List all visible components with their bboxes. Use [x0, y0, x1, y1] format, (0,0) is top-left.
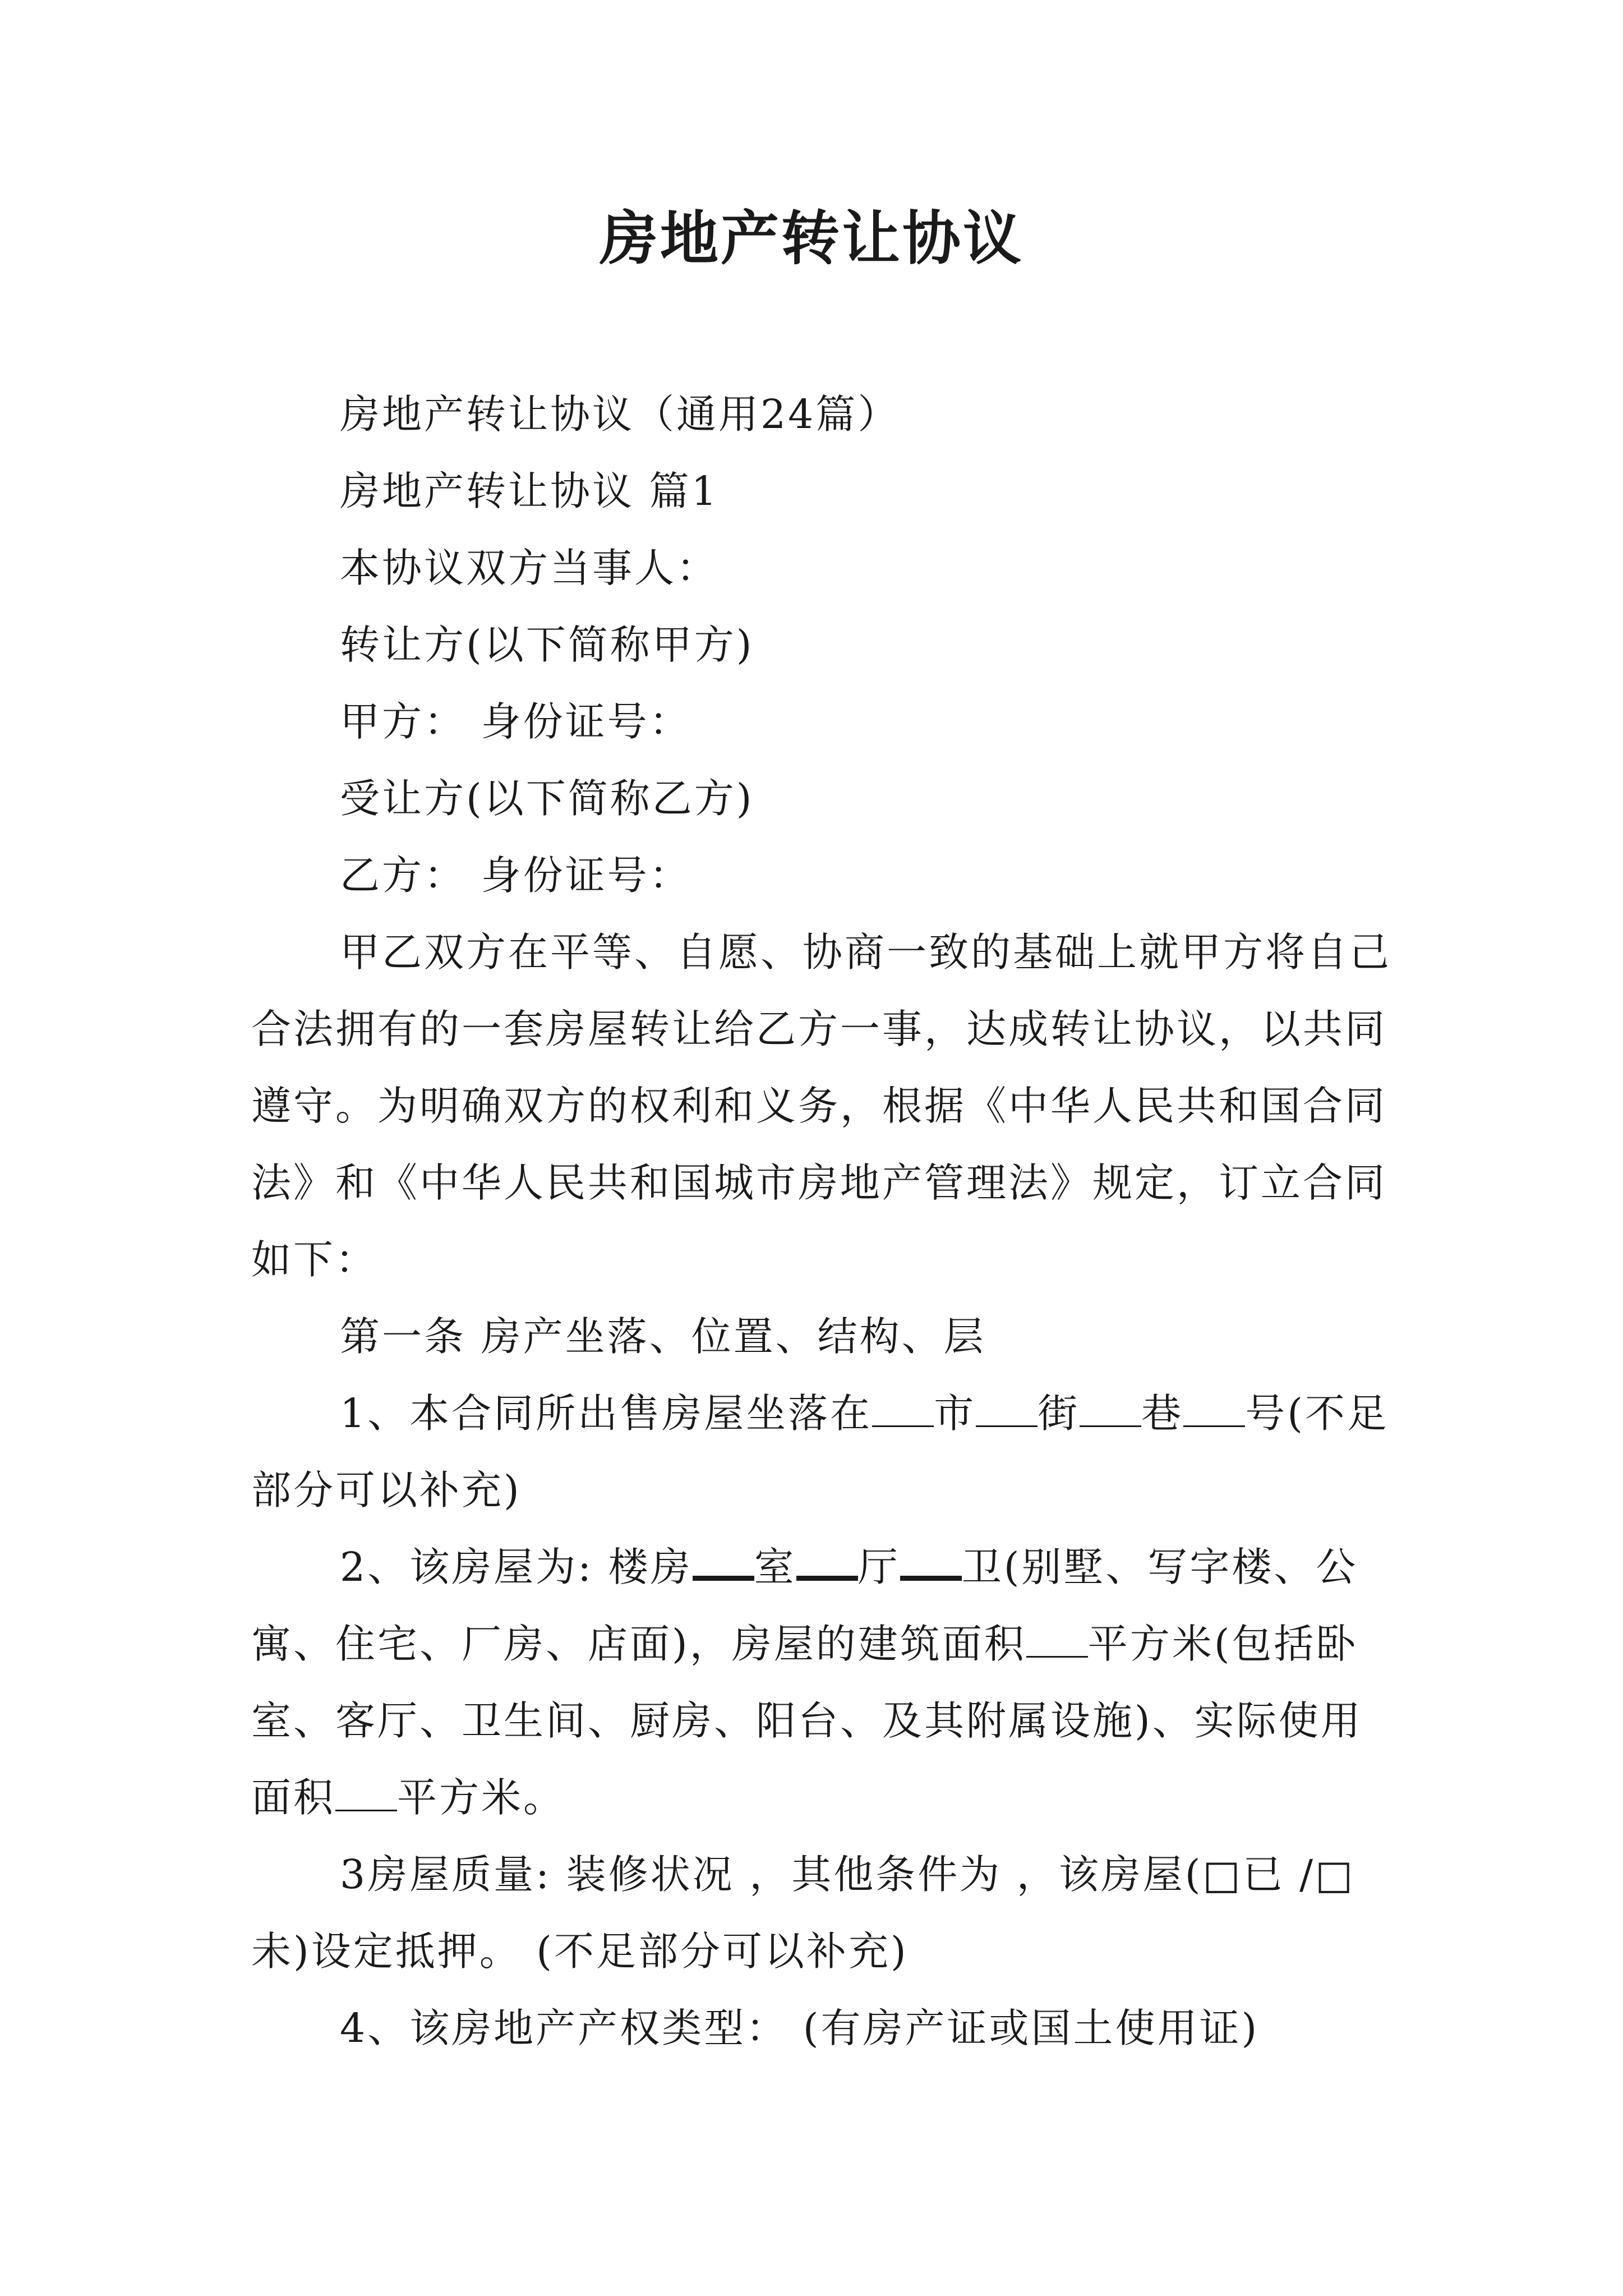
blank-number	[1183, 1392, 1245, 1427]
clause-1-text-d: 巷	[1141, 1390, 1184, 1437]
paragraph-party-a-id: 甲方： 身份证号：	[340, 698, 691, 745]
clause-2-text-c: 厅	[857, 1544, 900, 1590]
document-title: 房地产转让协议	[599, 204, 1023, 273]
paragraph-parties: 本协议双方当事人：	[340, 545, 719, 591]
blank-building-area	[1026, 1622, 1088, 1658]
paragraph-clause-1	[251, 1375, 1393, 1529]
document-body	[251, 376, 1393, 2067]
clause-1-text-b: 市	[934, 1390, 976, 1437]
paragraph-transferee: 受让方(以下简称乙方)	[340, 775, 754, 822]
paragraph-clause-4: 4、该房地产产权类型： (有房产证或国土使用证)	[340, 2005, 1260, 2051]
paragraph-transferor: 转让方(以下简称甲方)	[340, 622, 754, 668]
clause-2-text-d: 卫(别墅、写字楼、公寓、住宅、厂房、店面)，房屋的建筑面积	[251, 1544, 1358, 1667]
clause-2-text-f: 平方米。	[397, 1774, 566, 1821]
clause-2-text-e: 平方米(包括卧室、客厅、卫生间、厨房、阳台、及其附属设施)、实际使用面积	[251, 1621, 1363, 1821]
blank-rooms	[693, 1542, 754, 1581]
paragraph-chapter: 房地产转让协议 篇1	[340, 468, 719, 514]
clause-2-text-b: 室	[754, 1544, 796, 1590]
blank-halls	[796, 1542, 858, 1581]
clause-2-text-a: 2、该房屋为: 楼房	[340, 1544, 693, 1590]
blank-baths	[900, 1542, 962, 1581]
paragraph-article-1: 第一条 房产坐落、位置、结构、层	[340, 1313, 986, 1360]
clause-1-text-a: 1、本合同所出售房屋坐落在	[340, 1390, 873, 1437]
paragraph-subtitle: 房地产转让协议（通用24篇）	[340, 391, 900, 438]
clause-1-text-c: 街	[1038, 1390, 1080, 1437]
paragraph-clause-2	[251, 1529, 1393, 1836]
paragraph-preamble: 甲乙双方在平等、自愿、协商一致的基础上就甲方将自己合法拥有的一套房屋转让给乙方一事，达成转让协议，以共同遵守。为明确双方的权利和义务，根据《中华人民共和国合同法》和《中华人民共和国城市房地产管理法》规定，订立合同如下：	[251, 929, 1392, 1283]
blank-usable-area	[335, 1776, 397, 1811]
blank-city	[872, 1392, 934, 1427]
blank-lane	[1080, 1392, 1141, 1427]
paragraph-clause-3: 3房屋质量: 装修状况 ，其他条件为 ，该房屋(□已 /□未)设定抵押。 (不足部分可以补充)	[251, 1851, 1355, 1975]
clause-1-text-e: 号(不足部分可以补充)	[251, 1390, 1389, 1513]
paragraph-party-b-id: 乙方： 身份证号：	[340, 852, 691, 899]
blank-street	[976, 1392, 1038, 1427]
